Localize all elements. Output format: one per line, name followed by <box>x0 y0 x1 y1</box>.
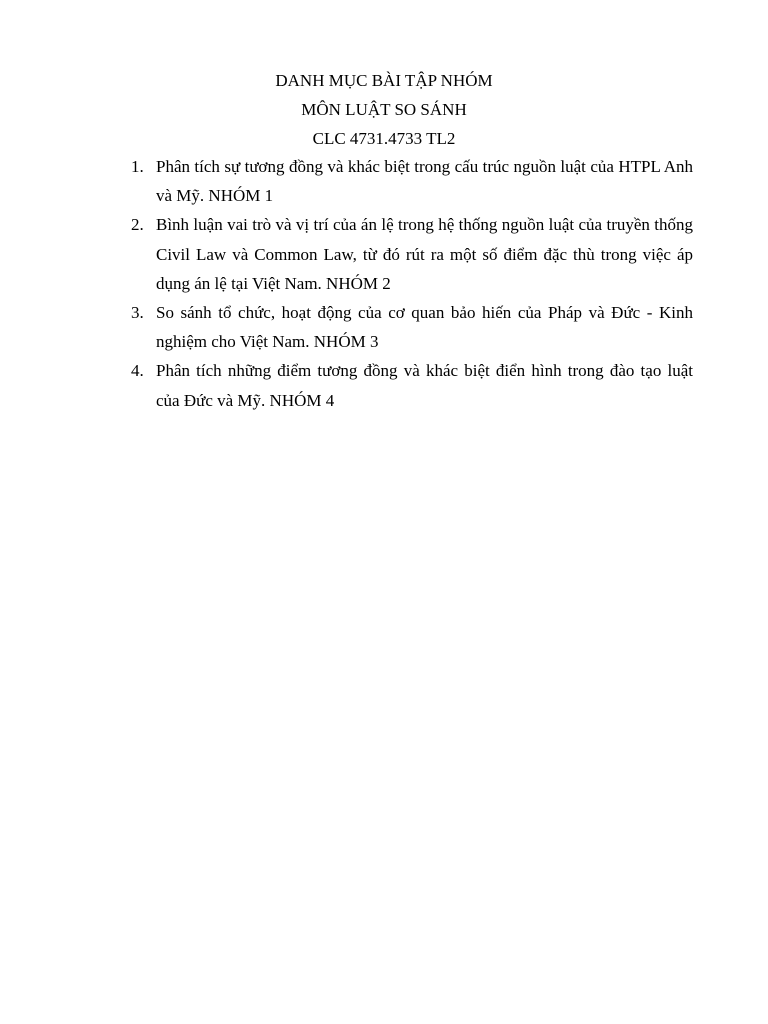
list-item-number: 1. <box>131 157 144 176</box>
list-item-text: Bình luận vai trò và vị trí của án lệ trong hệ thống nguồn luật của truyền thống Civil Law và Common Law, từ đó rút ra một số điểm đặc thù trong việc áp dụng án lệ tại Việt Nam. NHÓM 2 <box>156 215 693 293</box>
list-item-text: Phân tích sự tương đồng và khác biệt trong cấu trúc nguồn luật của HTPL Anh và Mỹ. NHÓM 1 <box>156 157 693 206</box>
list-item <box>131 210 693 298</box>
title-line-3: CLC 4731.4733 TL2 <box>312 129 456 148</box>
list-item-number: 4. <box>131 361 144 381</box>
list-item <box>131 298 693 356</box>
title-line-1: DANH MỤC BÀI TẬP NHÓM <box>275 71 493 90</box>
document-title <box>0 66 768 153</box>
assignment-list <box>131 152 693 415</box>
list-item <box>131 152 693 210</box>
list-item-text: So sánh tổ chức, hoạt động của cơ quan bảo hiến của Pháp và Đức - Kinh nghiệm cho Việt Nam. NHÓM 3 <box>156 303 693 352</box>
list-item-number: 2. <box>131 215 144 235</box>
list-item-text: Phân tích những điểm tương đồng và khác biệt điển hình trong đào tạo luật của Đức và Mỹ. NHÓM 4 <box>156 361 693 410</box>
list-item-number: 3. <box>131 303 144 323</box>
list-item <box>131 356 693 414</box>
title-line-2: MÔN LUẬT SO SÁNH <box>301 100 467 119</box>
